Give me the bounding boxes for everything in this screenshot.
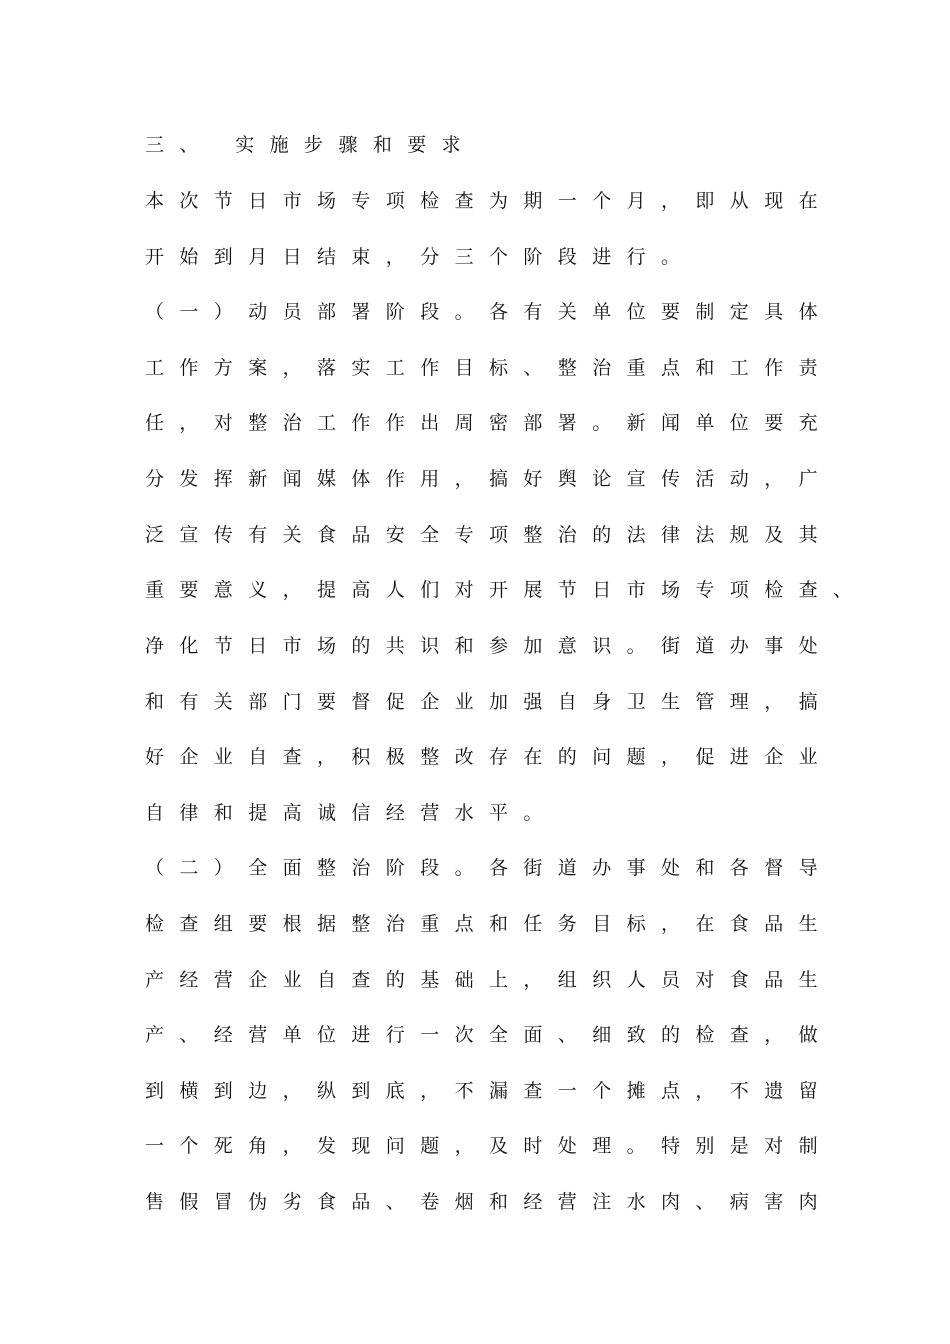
text-line: 产经营企业自查的基础上，组织人员对食品生 — [145, 969, 834, 991]
text-line: 售假冒伪劣食品、卷烟和经营注水肉、病害肉 — [145, 1191, 834, 1213]
text-line: 到横到边，纵到底，不漏查一个摊点，不遗留 — [145, 1080, 834, 1102]
text-line: （一）动员部署阶段。各有关单位要制定具体 — [145, 301, 834, 323]
text-line: 净化节日市场的共识和参加意识。街道办事处 — [145, 635, 834, 657]
section-heading: 三、 实施步骤和要求 — [145, 134, 477, 156]
text-line: 自律和提高诚信经营水平。 — [145, 802, 558, 824]
text-line: 泛宣传有关食品安全专项整治的法律法规及其 — [145, 524, 834, 546]
text-line: 工作方案，落实工作目标、整治重点和工作责 — [145, 357, 834, 379]
text-line: 一个死角，发现问题，及时处理。特别是对制 — [145, 1135, 834, 1157]
text-line: 重要意义，提高人们对开展节日市场专项检查、 — [145, 579, 868, 601]
text-line: 任，对整治工作作出周密部署。新闻单位要充 — [145, 412, 834, 434]
text-line: 检查组要根据整治重点和任务目标，在食品生 — [145, 913, 834, 935]
text-line: 分发挥新闻媒体作用，搞好舆论宣传活动，广 — [145, 468, 834, 490]
text-line: 产、经营单位进行一次全面、细致的检查，做 — [145, 1024, 834, 1046]
text-line: （二）全面整治阶段。各街道办事处和各督导 — [145, 857, 834, 879]
text-line: 和有关部门要督促企业加强自身卫生管理，搞 — [145, 691, 834, 713]
text-line: 好企业自查，积极整改存在的问题，促进企业 — [145, 746, 834, 768]
text-line: 开始到月日结束，分三个阶段进行。 — [145, 246, 696, 268]
text-line: 本次节日市场专项检查为期一个月，即从现在 — [145, 190, 834, 212]
